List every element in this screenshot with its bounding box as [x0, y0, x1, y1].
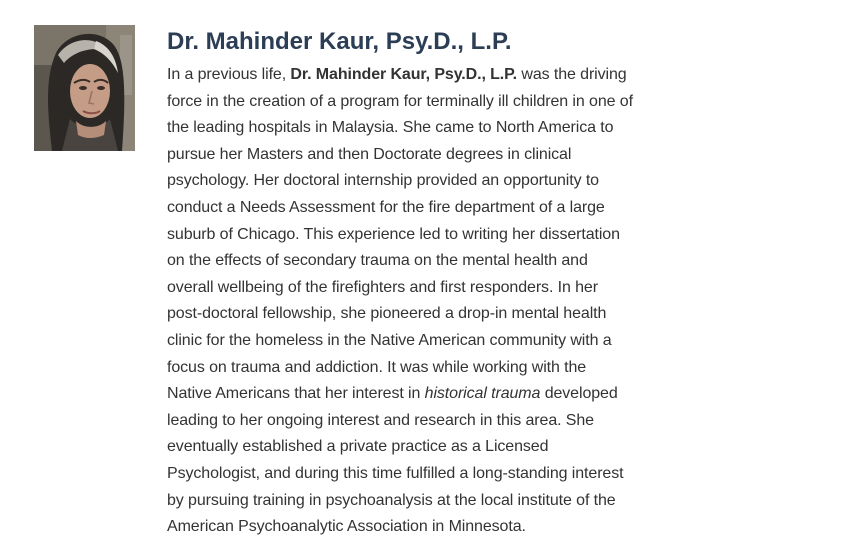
bio-line: on the effects of secondary trauma on the mental health and	[167, 252, 588, 270]
bio-line	[167, 381, 687, 408]
bio-line: post-doctoral fellowship, she pioneered a drop-in mental health	[167, 305, 607, 323]
bio-line	[167, 62, 687, 89]
bio-line: by pursuing training in psychoanalysis at the local institute of the	[167, 491, 616, 509]
profile-name: Dr. Mahinder Kaur, Psy.D., L.P.	[167, 28, 512, 55]
bio-line: overall wellbeing of the firefighters and first responders. In her	[167, 278, 598, 296]
profile-photo	[34, 25, 135, 151]
bio-line: psychology. Her doctoral internship provided an opportunity to	[167, 172, 599, 190]
bio-line: conduct a Needs Assessment for the fire department of a large	[167, 198, 605, 216]
bio-line: focus on trauma and addiction. It was while working with the	[167, 358, 587, 376]
bio-text: was the driving	[517, 66, 627, 83]
bio-line: force in the creation of a program for terminally ill children in one of	[167, 92, 633, 110]
bio-line: clinic for the homeless in the Native American community with a	[167, 331, 612, 349]
bio-line: Psychologist, and during this time fulfilled a long-standing interest	[167, 464, 624, 482]
bio-text: developed	[540, 385, 618, 403]
bio-text: Native Americans that her interest in	[167, 385, 425, 403]
bio-line: pursue her Masters and then Doctorate degrees in clinical	[167, 145, 572, 163]
bio-line: American Psychoanalytic Association in Minnesota.	[167, 518, 526, 536]
bio-line: eventually established a private practice as a Licensed	[167, 438, 549, 456]
bio-paragraph	[167, 62, 687, 541]
bio-line: suburb of Chicago. This experience led to writing her dissertation	[167, 225, 620, 243]
bio-line: the leading hospitals in Malaysia. She came to North America to	[167, 119, 614, 137]
bio-line: leading to her ongoing interest and research in this area. She	[167, 411, 594, 429]
bio-name-bold: Dr. Mahinder Kaur, Psy.D., L.P.	[290, 66, 518, 83]
bio-text: In a previous life,	[167, 66, 291, 83]
bio-emphasis: historical trauma	[424, 385, 541, 403]
